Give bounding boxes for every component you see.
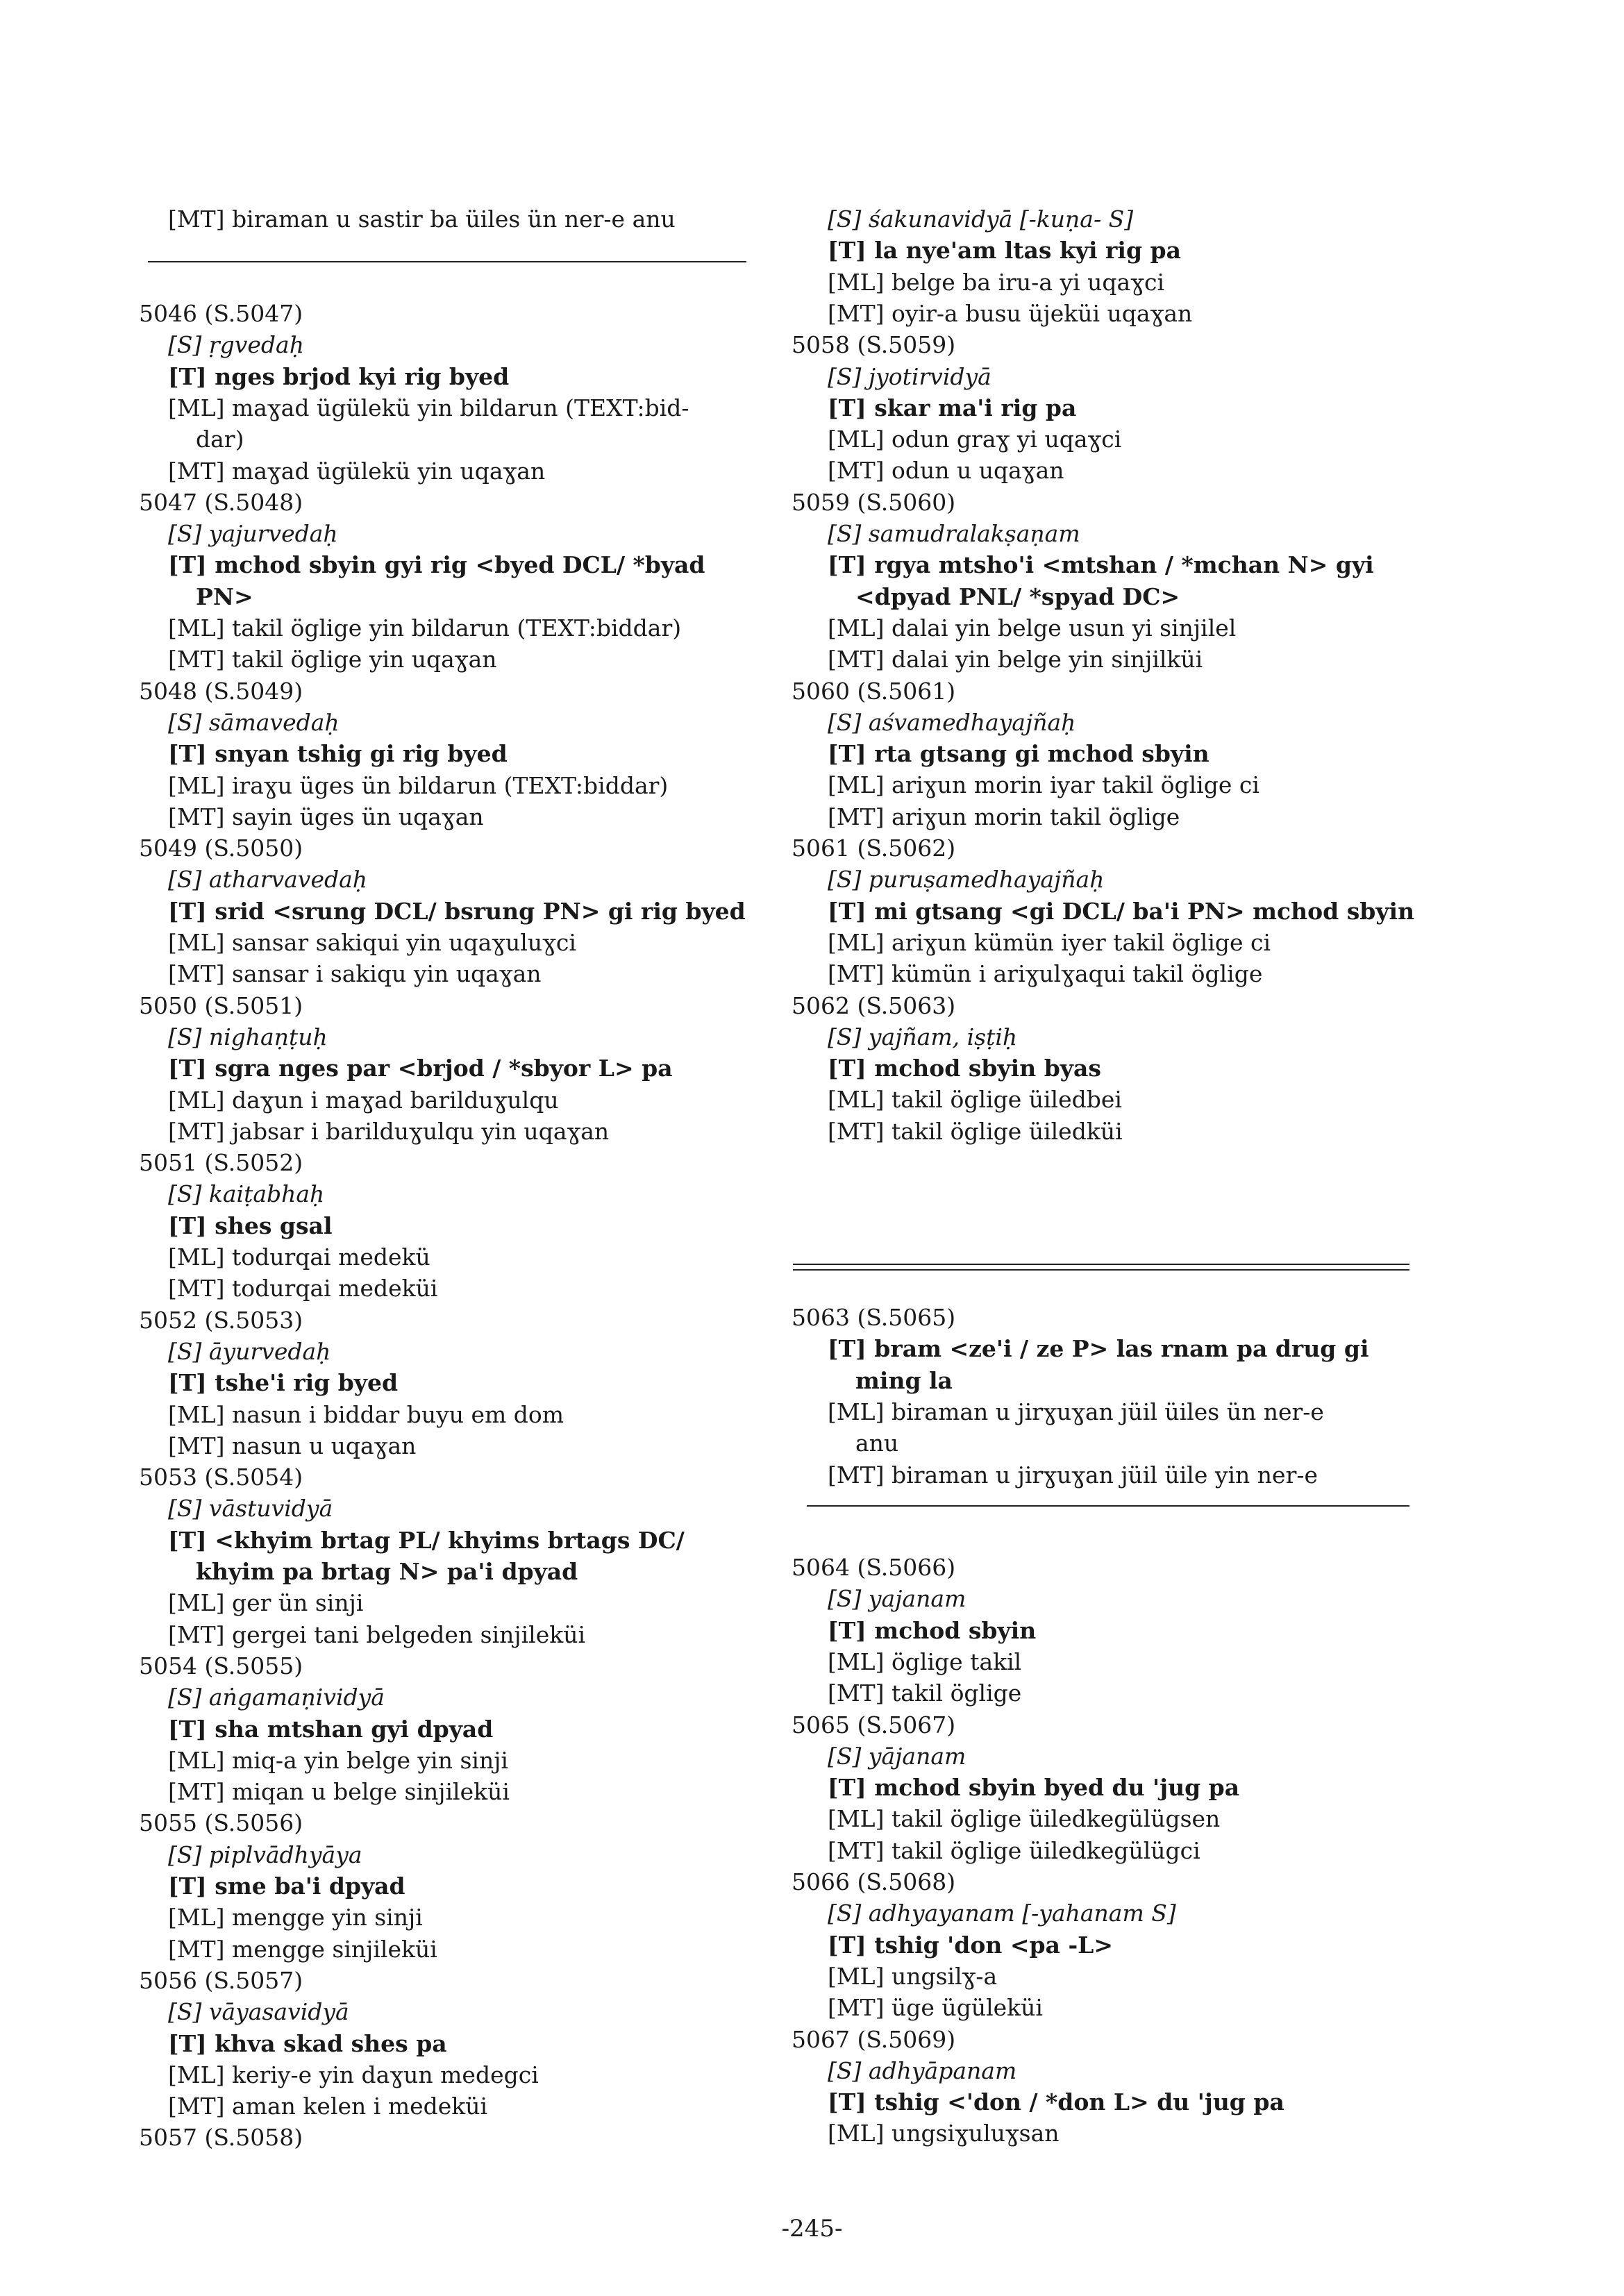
entry-continuation: PN> xyxy=(196,583,253,610)
entry-number: 5049 (S.5050) xyxy=(139,835,303,862)
entry-line: [T] la nye'am ltas kyi rig pa xyxy=(828,237,1181,265)
entry-number: 5061 (S.5062) xyxy=(792,835,956,862)
entry-line: [T] rgya mtsho'i <mtshan / *mchan N> gyi xyxy=(828,551,1374,579)
entry-line: [ML] öglige takil xyxy=(828,1648,1022,1675)
entry-line: [MT] sansar i sakiqu yin uqaɣan xyxy=(168,960,542,988)
entry-line: [ML] ariɣun kümün iyer takil öglige ci xyxy=(828,928,1271,956)
right-mid-double-rule xyxy=(793,1264,1409,1265)
entry-line: [ML] takil öglige üiledbei xyxy=(828,1086,1122,1114)
entry-line: [S] sāmavedaḥ xyxy=(168,708,340,736)
entry-line: [T] tshe'i rig byed xyxy=(168,1369,399,1397)
entry-line: [ML] maɣad ügülekü yin bildarun (TEXT:bid- xyxy=(168,394,689,421)
entry-line: [ML] biraman u jirɣuɣan jüil üiles ün ner-e xyxy=(828,1398,1324,1425)
entry-continuation: <dpyad PNL/ *spyad DC> xyxy=(855,583,1180,610)
entry-number: 5067 (S.5069) xyxy=(792,2025,956,2053)
left-top-rule xyxy=(148,261,746,262)
entry-line: [S] kaiṭabhaḥ xyxy=(168,1180,325,1208)
entry-line: [T] <khyim brtag PL/ khyims brtags DC/ xyxy=(168,1526,685,1554)
entry-line: [S] jyotirvidyā xyxy=(828,362,991,390)
entry-line: [S] ṛgvedaḥ xyxy=(168,331,304,359)
entry-line: [S] nighaṇṭuḥ xyxy=(168,1023,328,1050)
entry-line: [T] srid <srung DCL/ bsrung PN> gi rig byed xyxy=(168,897,746,925)
entry-line: [ML] ger ün sinji xyxy=(168,1589,364,1617)
entry-number: 5053 (S.5054) xyxy=(139,1464,303,1491)
entry-line: [MT] üge ügüleküi xyxy=(828,1994,1043,2022)
entry-line: [S] adhyayanam [-yahanam S] xyxy=(828,1900,1176,1927)
entry-line: [S] aśvamedhayajñaḥ xyxy=(828,708,1076,736)
entry-line: [S] vāstuvidyā xyxy=(168,1495,333,1523)
entry-line: [ML] takil öglige yin bildarun (TEXT:biddar) xyxy=(168,614,682,642)
entry-line: [S] yajñam, iṣṭiḥ xyxy=(828,1023,1018,1050)
entry-line: [ML] takil öglige üiledkegülügsen xyxy=(828,1805,1221,1833)
entry-line: [S] adhyāpanam xyxy=(828,2056,1017,2084)
entry-line: [ML] mengge yin sinji xyxy=(168,1904,423,1932)
entry-line: [T] mchod sbyin byas xyxy=(828,1055,1101,1082)
entry-line: [T] mchod sbyin xyxy=(828,1616,1037,1644)
entry-line: [MT] takil öglige üiledküi xyxy=(828,1117,1123,1145)
entry-line: [MT] takil öglige xyxy=(828,1679,1022,1707)
entry-continuation: khyim pa brtag N> pa'i dpyad xyxy=(196,1558,578,1585)
entry-line: [T] tshig <'don / *don L> du 'jug pa xyxy=(828,2088,1284,2116)
entry-number: 5060 (S.5061) xyxy=(792,677,956,705)
entry-number: 5064 (S.5066) xyxy=(792,1554,956,1581)
entry-line: [MT] gergei tani belgeden sinjileküi xyxy=(168,1620,586,1648)
entry-line: [S] piplvādhyāya xyxy=(168,1841,362,1868)
entry-number: 5063 (S.5065) xyxy=(792,1304,956,1331)
entry-line: [S] vāyasavidyā xyxy=(168,1998,349,2026)
entry-number: 5066 (S.5068) xyxy=(792,1868,956,1895)
entry-line: [MT] odun u uqaɣan xyxy=(828,457,1064,485)
entry-line: [T] tshig 'don <pa -L> xyxy=(828,1931,1114,1959)
entry-number: 5050 (S.5051) xyxy=(139,991,303,1019)
entry-line: [MT] mengge sinjileküi xyxy=(168,1935,437,1963)
entry-line: [T] khva skad shes pa xyxy=(168,2029,447,2057)
entry-line: [T] sme ba'i dpyad xyxy=(168,1872,405,1900)
entry-continuation: ming la xyxy=(855,1366,953,1394)
entry-line: [MT] sayin üges ün uqaɣan xyxy=(168,803,484,830)
entry-line: [T] skar ma'i rig pa xyxy=(828,394,1077,421)
entry-line: [ML] daɣun i maɣad barilduɣulqu xyxy=(168,1086,559,1114)
entry-line: [MT] aman kelen i medeküi xyxy=(168,2093,488,2120)
entry-line: [ML] sansar sakiqui yin uqaɣuluɣci xyxy=(168,929,576,956)
entry-number: 5051 (S.5052) xyxy=(139,1149,303,1177)
entry-number: 5055 (S.5056) xyxy=(139,1809,303,1837)
entry-line: [ML] dalai yin belge usun yi sinjilel xyxy=(828,614,1237,642)
entry-line: [S] yajanam xyxy=(828,1585,966,1613)
entry-line: [S] atharvavedaḥ xyxy=(168,866,368,894)
entry-line: [T] rta gtsang gi mchod sbyin xyxy=(828,740,1209,768)
entry-number: 5059 (S.5060) xyxy=(792,488,956,516)
entry-number: 5062 (S.5063) xyxy=(792,991,956,1019)
entry-line: [ML] ungsilɣ-a xyxy=(828,1962,998,1990)
entry-line: [ML] miq-a yin belge yin sinji xyxy=(168,1746,508,1774)
entry-line: [S] yajurvedaḥ xyxy=(168,520,338,548)
entry-number: 5046 (S.5047) xyxy=(139,300,303,327)
entry-line: [MT] maɣad ügülekü yin uqaɣan xyxy=(168,457,546,485)
entry-line: [T] sha mtshan gyi dpyad xyxy=(168,1715,494,1743)
entry-line: [MT] biraman u sastir ba üiles ün ner-e anu xyxy=(168,206,676,233)
entry-line: [S] śakunavidyā [-kuṇa- S] xyxy=(828,206,1134,233)
entry-line: [ML] belge ba iru-a yi uqaɣci xyxy=(828,268,1165,296)
entry-line: [T] mi gtsang <gi DCL/ ba'i PN> mchod sbyin xyxy=(828,897,1415,925)
entry-line: [T] shes gsal xyxy=(168,1212,333,1239)
entry-number: 5048 (S.5049) xyxy=(139,677,303,705)
entry-number: 5047 (S.5048) xyxy=(139,488,303,516)
entry-line: [ML] ariɣun morin iyar takil öglige ci xyxy=(828,771,1259,799)
entry-number: 5052 (S.5053) xyxy=(139,1306,303,1334)
page-number: -245- xyxy=(781,2215,843,2243)
entry-line: [T] mchod sbyin gyi rig <byed DCL/ *byad xyxy=(168,551,705,579)
entry-line: [ML] nasun i biddar buyu em dom xyxy=(168,1400,564,1428)
entry-line: [MT] jabsar i barilduɣulqu yin uqaɣan xyxy=(168,1117,610,1145)
entry-line: [T] sgra nges par <brjod / *sbyor L> pa xyxy=(168,1055,673,1082)
entry-number: 5057 (S.5058) xyxy=(139,2124,303,2152)
entry-number: 5056 (S.5057) xyxy=(139,1966,303,1994)
entry-line: [MT] biraman u jirɣuɣan jüil üile yin ner-e xyxy=(828,1461,1319,1489)
entry-number: 5065 (S.5067) xyxy=(792,1711,956,1738)
entry-continuation: dar) xyxy=(196,426,244,453)
entry-line: [MT] takil öglige yin uqaɣan xyxy=(168,646,497,673)
entry-number: 5054 (S.5055) xyxy=(139,1652,303,1679)
right-block2-rule xyxy=(807,1505,1409,1507)
entry-line: [T] bram <ze'i / ze P> las rnam pa drug gi xyxy=(828,1335,1369,1363)
entry-line: [T] nges brjod kyi rig byed xyxy=(168,362,510,390)
entry-number: 5058 (S.5059) xyxy=(792,331,956,359)
entry-line: [MT] oyir-a busu üjeküi uqaɣan xyxy=(828,299,1193,327)
entry-line: [S] yājanam xyxy=(828,1742,966,1770)
entry-line: [MT] ariɣun morin takil öglige xyxy=(828,803,1180,830)
entry-line: [S] āyurvedaḥ xyxy=(168,1337,331,1365)
entry-line: [MT] nasun u uqaɣan xyxy=(168,1432,417,1459)
entry-line: [MT] dalai yin belge yin sinjilküi xyxy=(828,646,1203,673)
entry-line: [MT] kümün i ariɣulɣaqui takil öglige xyxy=(828,960,1263,988)
entry-line: [MT] takil öglige üiledkegülügci xyxy=(828,1836,1200,1864)
entry-continuation: anu xyxy=(855,1430,899,1457)
entry-line: [MT] todurqai medeküi xyxy=(168,1275,438,1302)
entry-line: [S] samudralakṣaṇam xyxy=(828,520,1080,547)
entry-line: [MT] miqan u belge sinjileküi xyxy=(168,1778,510,1806)
entry-line: [S] aṅgamaṇividyā xyxy=(168,1684,385,1711)
entry-line: [ML] keriy-e yin daɣun medegci xyxy=(168,2061,539,2088)
entry-line: [T] mchod sbyin byed du 'jug pa xyxy=(828,1774,1240,1802)
entry-line: [ML] odun graɣ yi uqaɣci xyxy=(828,426,1122,453)
entry-line: [ML] iraɣu üges ün bildarun (TEXT:biddar) xyxy=(168,771,669,799)
entry-line: [ML] todurqai medekü xyxy=(168,1243,430,1271)
entry-line: [ML] ungsiɣuluɣsan xyxy=(828,2120,1060,2147)
entry-line: [T] snyan tshig gi rig byed xyxy=(168,740,508,768)
entry-line: [S] puruṣamedhayajñaḥ xyxy=(828,866,1105,894)
